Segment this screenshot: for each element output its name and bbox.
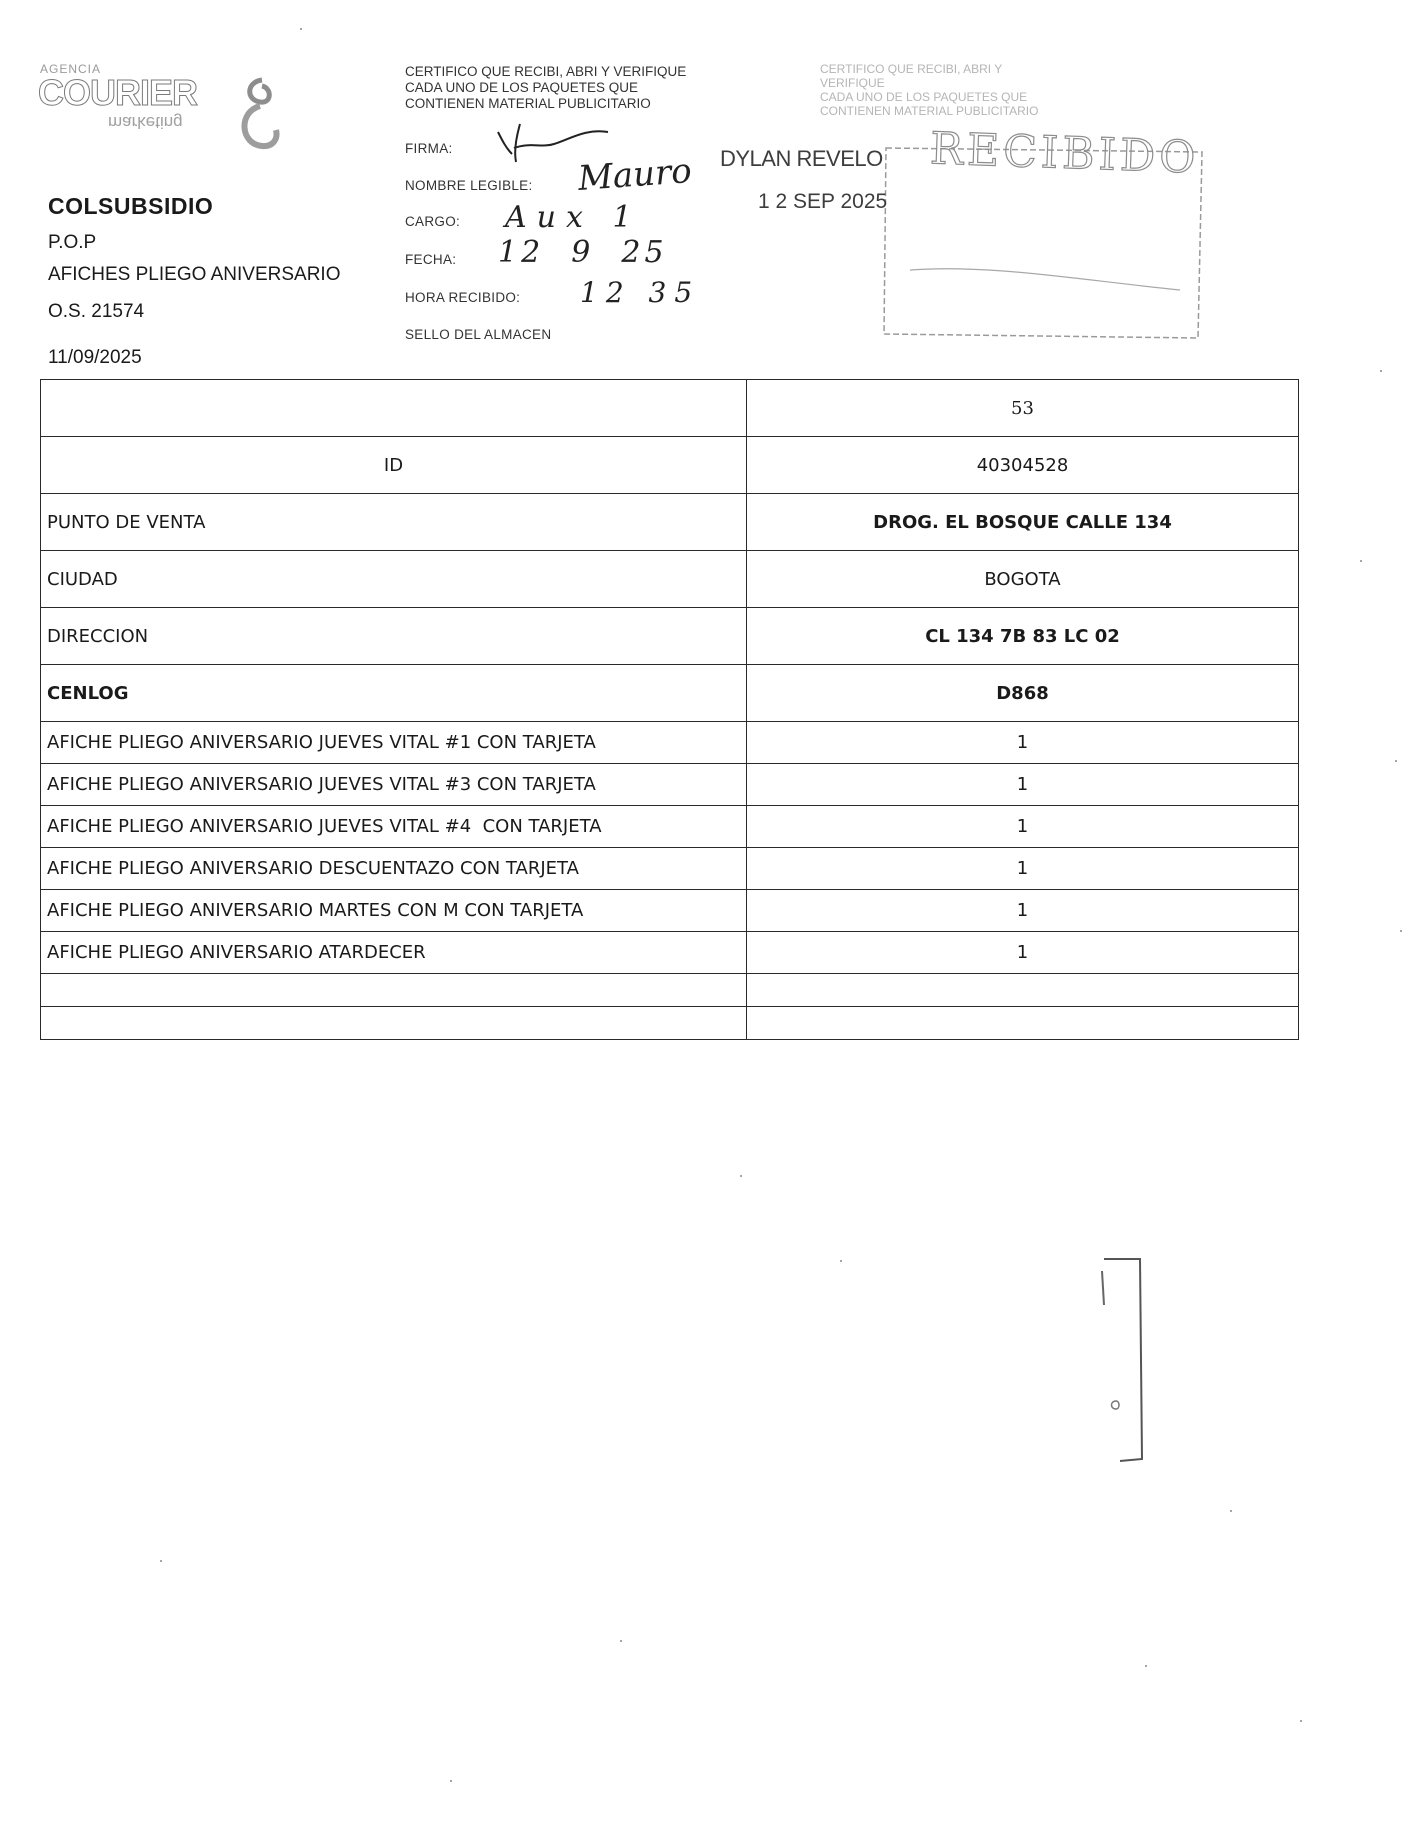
table-row — [41, 722, 1299, 764]
table-row — [41, 608, 1299, 665]
table-cell-empty — [747, 1007, 1299, 1040]
row-label: CIUDAD — [41, 551, 747, 608]
delivery-table — [40, 379, 1299, 1040]
top-number: 53 — [747, 380, 1299, 437]
table-row — [41, 380, 1299, 437]
scan-speck — [620, 1640, 622, 1642]
row-label: DIRECCION — [41, 608, 747, 665]
client-name: COLSUBSIDIO — [48, 193, 214, 219]
firma-label: FIRMA: — [405, 141, 453, 156]
faint-line: CERTIFICO QUE RECIBI, ABRI Y VERIFIQUE — [820, 62, 1003, 90]
scan-speck — [1145, 1665, 1147, 1667]
sello-label: SELLO DEL ALMACEN — [405, 327, 552, 342]
item-qty: 1 — [747, 722, 1299, 764]
scan-speck — [1380, 370, 1382, 372]
certificate-statement — [405, 64, 765, 112]
stamp-received-word: RECIBIDO — [929, 123, 1201, 184]
scan-speck — [1360, 560, 1362, 562]
scan-speck — [1400, 930, 1402, 932]
id-value: 40304528 — [747, 437, 1299, 494]
faint-line: CADA UNO DE LOS PAQUETES QUE — [820, 90, 1028, 104]
faint-duplicate-statement — [820, 62, 1040, 118]
fecha-label: FECHA: — [405, 252, 457, 267]
product-name: AFICHES PLIEGO ANIVERSARIO — [48, 264, 341, 285]
scan-speck — [450, 1780, 452, 1782]
scan-speck — [840, 1260, 842, 1262]
hora-value: 12 35 — [580, 276, 701, 309]
item-label: AFICHE PLIEGO ANIVERSARIO JUEVES VITAL #1 CON TARJETA — [41, 722, 747, 764]
cargo-label: CARGO: — [405, 214, 461, 229]
fecha-value: 12 9 25 — [498, 235, 668, 270]
table-row — [41, 806, 1299, 848]
item-label: AFICHE PLIEGO ANIVERSARIO ATARDECER — [41, 932, 747, 974]
logo-tagline: marketing — [108, 113, 183, 132]
scan-speck — [300, 28, 302, 30]
row-value: D868 — [747, 665, 1299, 722]
item-label: AFICHE PLIEGO ANIVERSARIO DESCUENTAZO CON TARJETA — [41, 848, 747, 890]
row-value: BOGOTA — [747, 551, 1299, 608]
table-row-empty — [41, 1007, 1299, 1040]
table-cell-empty — [41, 1007, 747, 1040]
table-row — [41, 890, 1299, 932]
item-label: AFICHE PLIEGO ANIVERSARIO MARTES CON M CON TARJETA — [41, 890, 747, 932]
stamp-receiver-name: DYLAN REVELO — [720, 146, 883, 171]
certificate-line: CONTIENEN MATERIAL PUBLICITARIO — [405, 96, 651, 111]
table-cell-empty — [41, 380, 747, 437]
table-cell-empty — [747, 974, 1299, 1007]
certificate-line: CERTIFICO QUE RECIBI, ABRI Y VERIFIQUE — [405, 64, 687, 79]
logo-name: COURIER — [38, 72, 198, 113]
item-qty: 1 — [747, 806, 1299, 848]
item-label: AFICHE PLIEGO ANIVERSARIO JUEVES VITAL #4 CON TARJETA — [41, 806, 747, 848]
row-label: CENLOG — [41, 665, 747, 722]
document-date: 11/09/2025 — [48, 347, 142, 368]
table-row — [41, 932, 1299, 974]
stamp-date: 1 2 SEP 2025 — [758, 190, 888, 213]
row-value: DROG. EL BOSQUE CALLE 134 — [747, 494, 1299, 551]
scan-speck — [1395, 760, 1397, 762]
table-row — [41, 764, 1299, 806]
id-label: ID — [41, 437, 747, 494]
table-row — [41, 848, 1299, 890]
scan-speck — [160, 1560, 162, 1562]
table-row — [41, 551, 1299, 608]
logo-mark-icon — [232, 76, 282, 152]
hora-label: HORA RECIBIDO: — [405, 290, 521, 305]
material-type: P.O.P — [48, 232, 97, 253]
cargo-value: Aux 1 — [505, 200, 642, 235]
item-qty: 1 — [747, 890, 1299, 932]
logo-top-text: AGENCIA — [40, 62, 102, 76]
nombre-label: NOMBRE LEGIBLE: — [405, 178, 533, 193]
scan-speck — [1300, 1720, 1302, 1722]
item-label: AFICHE PLIEGO ANIVERSARIO JUEVES VITAL #3 CON TARJETA — [41, 764, 747, 806]
certificate-line: CADA UNO DE LOS PAQUETES QUE — [405, 80, 639, 95]
table-row-empty — [41, 974, 1299, 1007]
table-row — [41, 665, 1299, 722]
table-cell-empty — [41, 974, 747, 1007]
row-value: CL 134 7B 83 LC 02 — [747, 608, 1299, 665]
item-qty: 1 — [747, 932, 1299, 974]
company-logo — [20, 62, 270, 152]
table-row — [41, 437, 1299, 494]
table-row — [41, 494, 1299, 551]
pen-bracket-mark — [1090, 1255, 1150, 1465]
row-label: PUNTO DE VENTA — [41, 494, 747, 551]
scan-speck — [740, 1175, 742, 1177]
nombre-value: Mauro — [576, 151, 693, 199]
item-qty: 1 — [747, 848, 1299, 890]
scan-speck — [1230, 1510, 1232, 1512]
item-qty: 1 — [747, 764, 1299, 806]
faint-line: CONTIENEN MATERIAL PUBLICITARIO — [820, 104, 1039, 118]
order-number: O.S. 21574 — [48, 301, 145, 322]
